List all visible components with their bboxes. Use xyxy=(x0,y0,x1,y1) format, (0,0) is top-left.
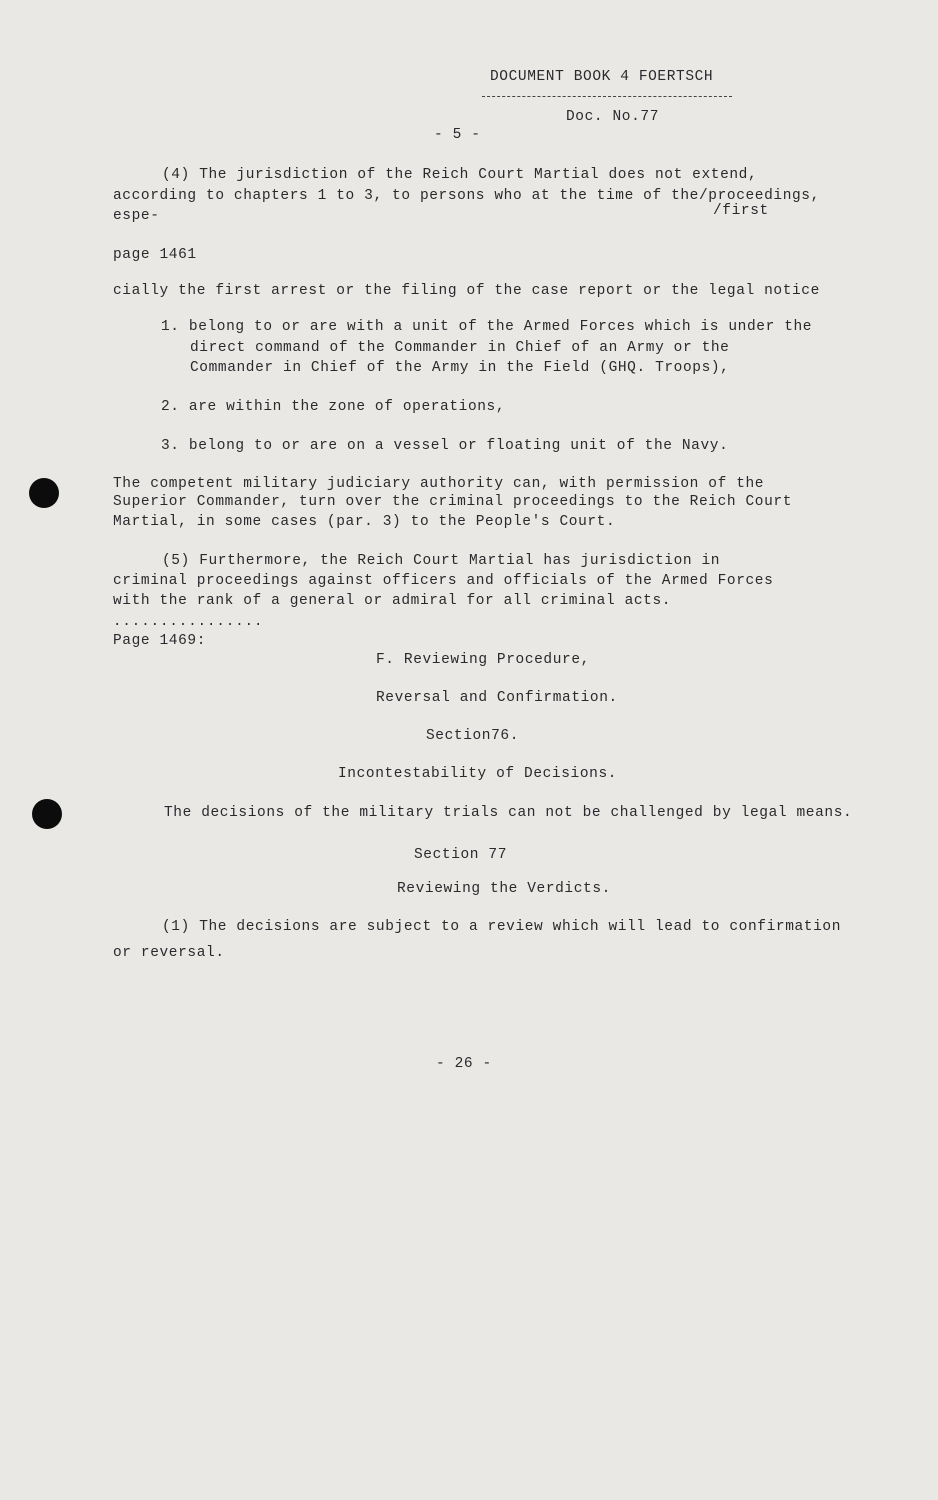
title-underline xyxy=(482,96,732,97)
competent-line2: Superior Commander, turn over the criminal proceedings to the Reich Court xyxy=(113,494,793,510)
heading-reviewing-procedure: F. Reviewing Procedure, xyxy=(376,652,590,668)
section-77-line2: or reversal. xyxy=(113,945,225,961)
page-ref-1469: Page 1469: xyxy=(113,633,207,649)
item1-line1: 1. belong to or are with a unit of the Armed Forces which is under the xyxy=(161,319,813,335)
doc-number: Doc. No.77 xyxy=(566,109,660,125)
sub-page-number: - 5 - xyxy=(434,127,481,143)
section-76-heading: Section76. xyxy=(426,728,520,744)
competent-line1: The competent military judiciary authority can, with permission of the xyxy=(113,476,765,492)
para4-line4: cially the first arrest or the filing of the case report or the legal notice xyxy=(113,283,820,299)
para4-insert: /first xyxy=(713,203,769,219)
heading-reversal-confirmation: Reversal and Confirmation. xyxy=(376,690,618,706)
section-77-title: Reviewing the Verdicts. xyxy=(397,881,611,897)
item1-line3: Commander in Chief of the Army in the Field (GHQ. Troops), xyxy=(190,360,730,376)
page-number: - 26 - xyxy=(436,1056,492,1072)
section-76-title: Incontestability of Decisions. xyxy=(338,766,618,782)
competent-line3: Martial, in some cases (par. 3) to the People's Court. xyxy=(113,514,616,530)
document-book-title: DOCUMENT BOOK 4 FOERTSCH xyxy=(490,69,714,85)
item3: 3. belong to or are on a vessel or floating unit of the Navy. xyxy=(161,438,729,454)
item1-line2: direct command of the Commander in Chief of an Army or the xyxy=(190,340,730,356)
punch-hole-lower xyxy=(32,799,62,829)
section-76-text: The decisions of the military trials can not be challenged by legal means. xyxy=(164,805,853,821)
para4-line1: (4) The jurisdiction of the Reich Court Martial does not extend, xyxy=(162,167,758,183)
page-ref-1461: page 1461 xyxy=(113,247,197,263)
section-77-line1: (1) The decisions are subject to a review which will lead to confirmation xyxy=(162,919,842,935)
para5-line3: with the rank of a general or admiral for all criminal acts. xyxy=(113,593,672,609)
punch-hole-upper xyxy=(29,478,59,508)
dotted-separator: ................ xyxy=(113,614,264,630)
para5-line2: criminal proceedings against officers and officials of the Armed Forces xyxy=(113,573,774,589)
para4-line3: espe- xyxy=(113,208,160,224)
section-77-heading: Section 77 xyxy=(414,847,508,863)
item2: 2. are within the zone of operations, xyxy=(161,399,506,415)
para4-line2: according to chapters 1 to 3, to persons who at the time of the/proceedings, xyxy=(113,188,820,204)
para5-line1: (5) Furthermore, the Reich Court Martial has jurisdiction in xyxy=(162,553,721,569)
